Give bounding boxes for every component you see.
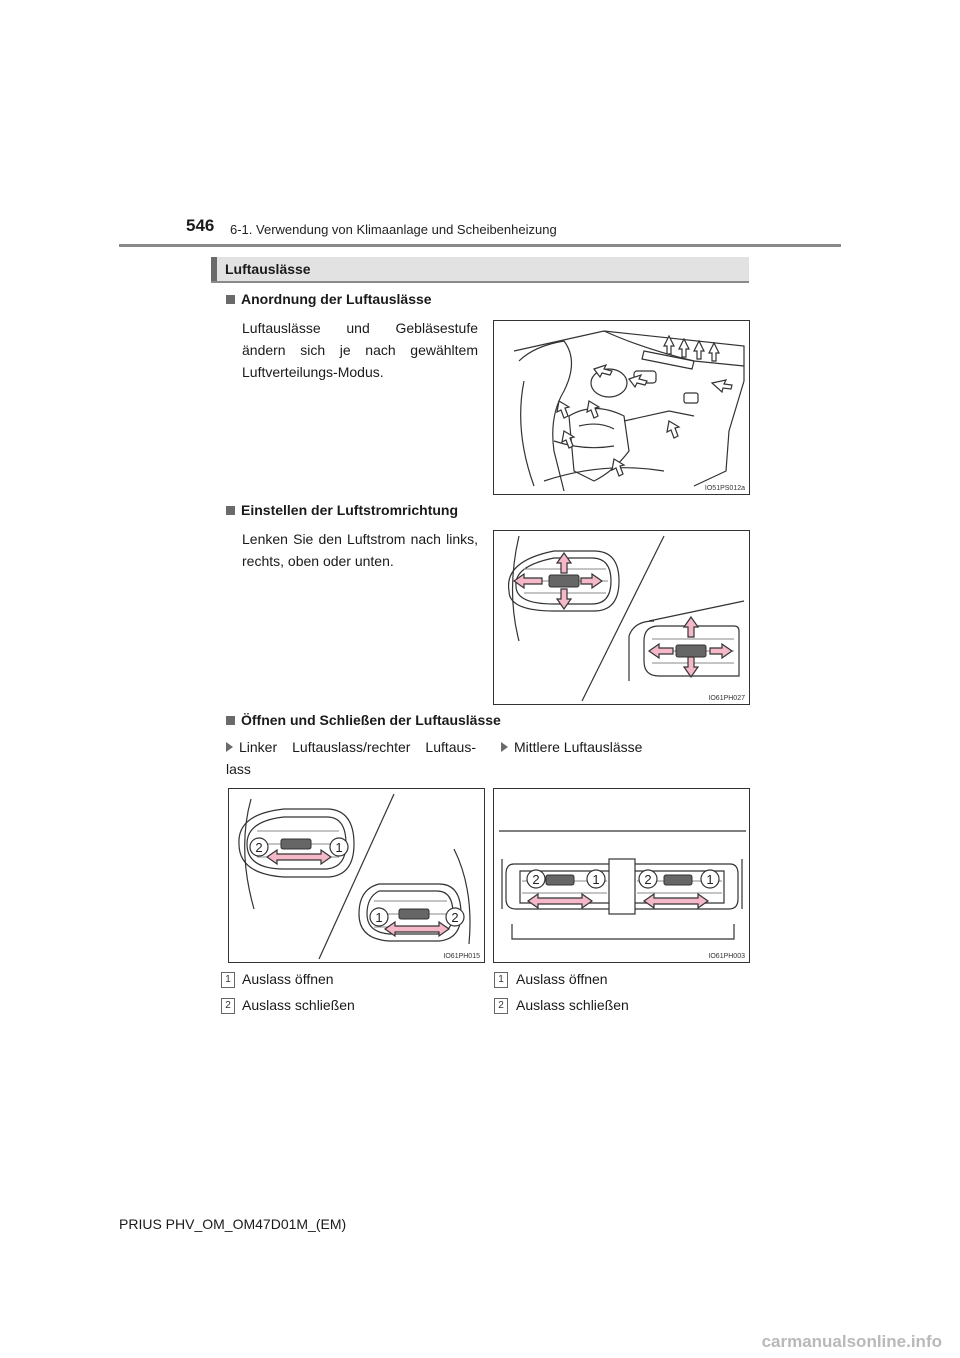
document-id: PRIUS PHV_OM_OM47D01M_(EM) <box>119 1216 347 1232</box>
center-vents-label-text: Mittlere Luftauslässe <box>514 739 643 755</box>
center-vents-illustration <box>494 789 751 964</box>
figure-code: IO51PS012a <box>704 485 745 492</box>
left-vents-label <box>226 736 476 780</box>
figure-code: IO61PH003 <box>708 953 745 960</box>
callout-1: 1 <box>375 910 383 925</box>
square-bullet-icon <box>226 506 235 515</box>
legend-close-text: Auslass schließen <box>242 997 355 1013</box>
section-heading-bar <box>211 257 749 283</box>
subheading-open-close <box>226 712 501 728</box>
legend-open-text: Auslass öffnen <box>242 971 334 987</box>
legend-number-box: 1 <box>494 972 508 988</box>
figure-vent-layout <box>493 320 750 495</box>
triangle-bullet-icon <box>501 742 508 752</box>
direction-description: Lenken Sie den Luftstrom nach links, rechts, oben oder unten. <box>242 531 478 569</box>
dashboard-illustration <box>494 321 751 496</box>
figure-airflow-direction <box>493 530 750 705</box>
callout-1: 1 <box>592 872 600 887</box>
legend-number-box: 2 <box>221 998 235 1014</box>
watermark: carmanualsonline.info <box>761 1332 942 1351</box>
subheading-direction-text: Einstellen der Luftstromrichtung <box>241 502 459 518</box>
callout-1: 1 <box>706 872 714 887</box>
square-bullet-icon <box>226 295 235 304</box>
triangle-bullet-icon <box>226 742 233 752</box>
subheading-layout <box>226 291 432 307</box>
section-title: Luftauslässe <box>225 261 311 277</box>
chapter-title: 6-1. Verwendung von Klimaanlage und Scheibenheizung <box>230 222 557 237</box>
square-bullet-icon <box>226 716 235 725</box>
header-rule <box>119 244 841 247</box>
left-vents-label-text: Linker Luftauslass/rechter Luftaus-lass <box>226 739 476 777</box>
subheading-layout-text: Anordnung der Luftauslässe <box>241 291 432 307</box>
center-vents-label <box>501 736 642 758</box>
page-number: 546 <box>186 216 215 235</box>
callout-2: 2 <box>644 872 652 887</box>
callout-2: 2 <box>532 872 540 887</box>
callout-2: 2 <box>451 910 459 925</box>
legend-number-box: 2 <box>494 998 508 1014</box>
legend-open-text: Auslass öffnen <box>516 971 608 987</box>
callout-1: 1 <box>335 840 343 855</box>
subheading-open-close-text: Öffnen und Schließen der Luftauslässe <box>241 712 501 728</box>
figure-code: IO61PH015 <box>443 953 480 960</box>
figure-center-vents <box>493 788 750 963</box>
legend-number-box: 1 <box>221 972 235 988</box>
layout-description: Luftauslässe und Gebläsestufe ändern sich je nach gewähltem Luftverteilungs-Modus. <box>242 320 478 380</box>
side-vents-illustration <box>229 789 486 964</box>
subheading-direction <box>226 502 458 518</box>
legend-close-text: Auslass schließen <box>516 997 629 1013</box>
callout-2: 2 <box>255 840 263 855</box>
vent-direction-illustration <box>494 531 751 706</box>
figure-side-vents <box>228 788 485 963</box>
figure-code: IO61PH027 <box>708 695 745 702</box>
